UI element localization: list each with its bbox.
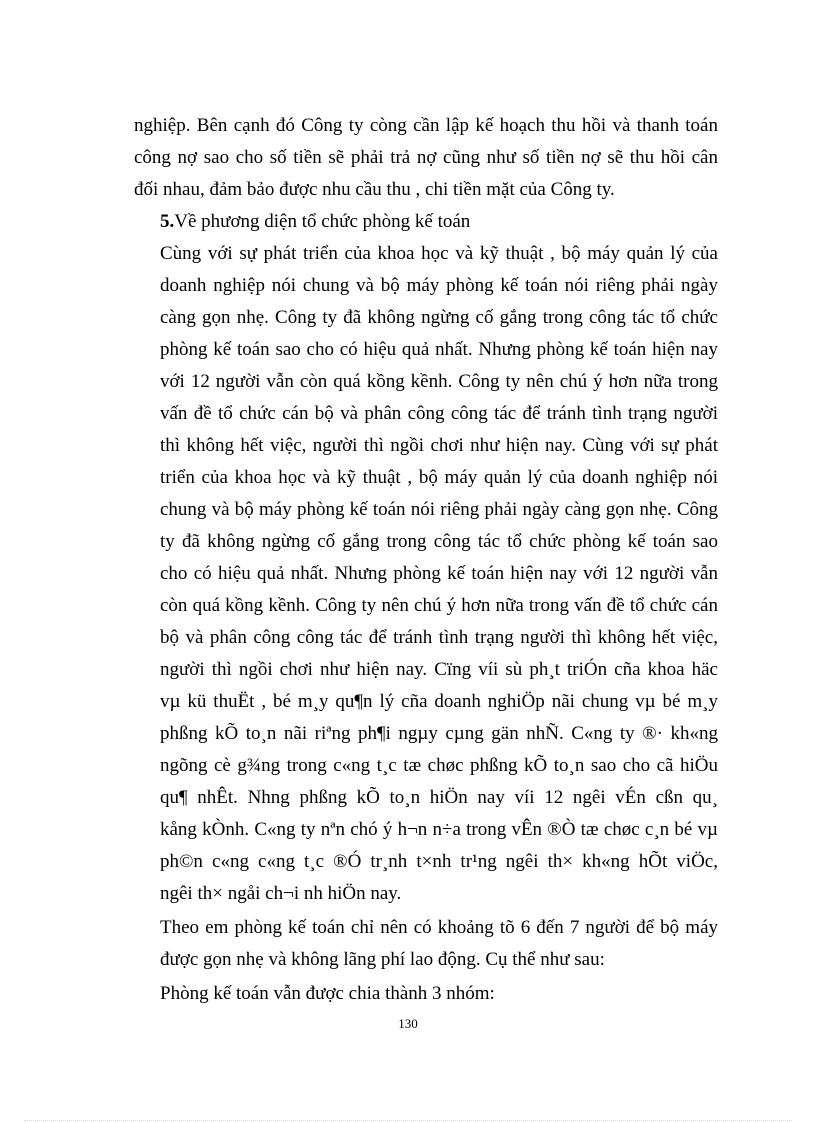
- body-line: vấn đề tổ chức cán bộ và phân công công tác để tránh tình trạng người: [160, 403, 718, 424]
- body-line: thì không hết việc, người thì ngồi chơi như hiện nay. Cùng với sự phát: [160, 435, 718, 456]
- body-line: nghiệp. Bên cạnh đó Công ty còng cần lập kế hoạch thu hồi và thanh toán: [134, 115, 718, 136]
- section-heading: [160, 211, 470, 233]
- page-number: 130: [398, 1016, 418, 1031]
- heading-number: 5.: [160, 211, 175, 232]
- body-line: bộ và phân công công tác để tránh tình trạng người thì không hết việc,: [160, 627, 718, 648]
- body-line: phßng kÕ to¸n nãi riªng ph¶i ngµy cµng gän nhÑ. C«ng ty ®· kh«ng: [160, 723, 718, 744]
- body-line: doanh nghiệp nói chung và bộ máy phòng kế toán nói riêng phải ngày: [160, 275, 718, 296]
- body-line: càng gọn nhẹ. Công ty đã không ngừng cố gắng trong công tác tổ chức: [160, 307, 718, 328]
- body-line: triển của khoa học và kỹ thuật , bộ máy quản lý của doanh nghiệp nói: [160, 467, 718, 488]
- body-line: Theo em phòng kế toán chỉ nên có khoảng tõ 6 đến 7 người để bộ máy: [160, 917, 718, 938]
- body-line: cho có hiệu quả nhất. Nhưng phòng kế toán hiện nay với 12 người vẫn: [160, 563, 718, 584]
- body-line: người thì ngồi chơi như hiện nay. Cïng víi sù ph¸t triÓn cña khoa häc: [160, 659, 718, 680]
- body-line: ty đã không ngừng cố gắng trong công tác tổ chức phòng kế toán sao: [160, 531, 718, 552]
- body-line: kång kÒnh. C«ng ty nªn chó ý h¬n n÷a trong vÊn ®Ò tæ chøc c¸n bé vµ: [160, 819, 718, 840]
- page-bottom-divider: [24, 1120, 792, 1121]
- body-line: vµ kü thuËt , bé m¸y qu¶n lý cña doanh nghiÖp nãi chung vµ bé m¸y: [160, 691, 718, 712]
- body-line: Cùng với sự phát triển của khoa học và kỹ thuật , bộ máy quản lý của: [160, 243, 718, 264]
- body-line: ngõng cè g¾ng trong c«ng t¸c tæ chøc phßng kÕ to¸n sao cho cã hiÖu: [160, 755, 718, 776]
- heading-text: Về phương diện tổ chức phòng kế toán: [174, 211, 471, 232]
- body-line: chung và bộ máy phòng kế toán nói riêng phải ngày càng gọn nhẹ. Công: [160, 499, 718, 520]
- body-line: phòng kế toán sao cho có hiệu quả nhất. Nhưng phòng kế toán hiện nay: [160, 339, 718, 360]
- body-line: được gọn nhẹ và không lãng phí lao động. Cụ thể như sau:: [160, 949, 605, 970]
- body-line: qu¶ nhÊt. Nhng phßng kÕ to¸n hiÖn nay víi 12 ngêi vÉn cßn qu¸: [160, 787, 718, 808]
- body-line: với 12 người vẫn còn quá kồng kềnh. Công ty nên chú ý hơn nữa trong: [160, 371, 718, 392]
- body-line: ph©n c«ng c«ng t¸c ®Ó tr¸nh t×nh tr¹ng ngêi th× kh«ng hÕt viÖc,: [160, 851, 718, 872]
- body-line: ngêi th× ngåi ch¬i nh hiÖn nay.: [160, 883, 402, 904]
- body-line: công nợ sao cho số tiền sẽ phải trả nợ cũng như số tiền nợ sẽ thu hồi cân: [134, 147, 718, 168]
- body-line: còn quá kồng kềnh. Công ty nên chú ý hơn nữa trong vấn đề tổ chức cán: [160, 595, 718, 616]
- body-line: đối nhau, đảm bảo được nhu cầu thu , chi tiền mặt của Công ty.: [134, 179, 615, 200]
- body-line: Phòng kế toán vẫn được chia thành 3 nhóm:: [160, 983, 495, 1004]
